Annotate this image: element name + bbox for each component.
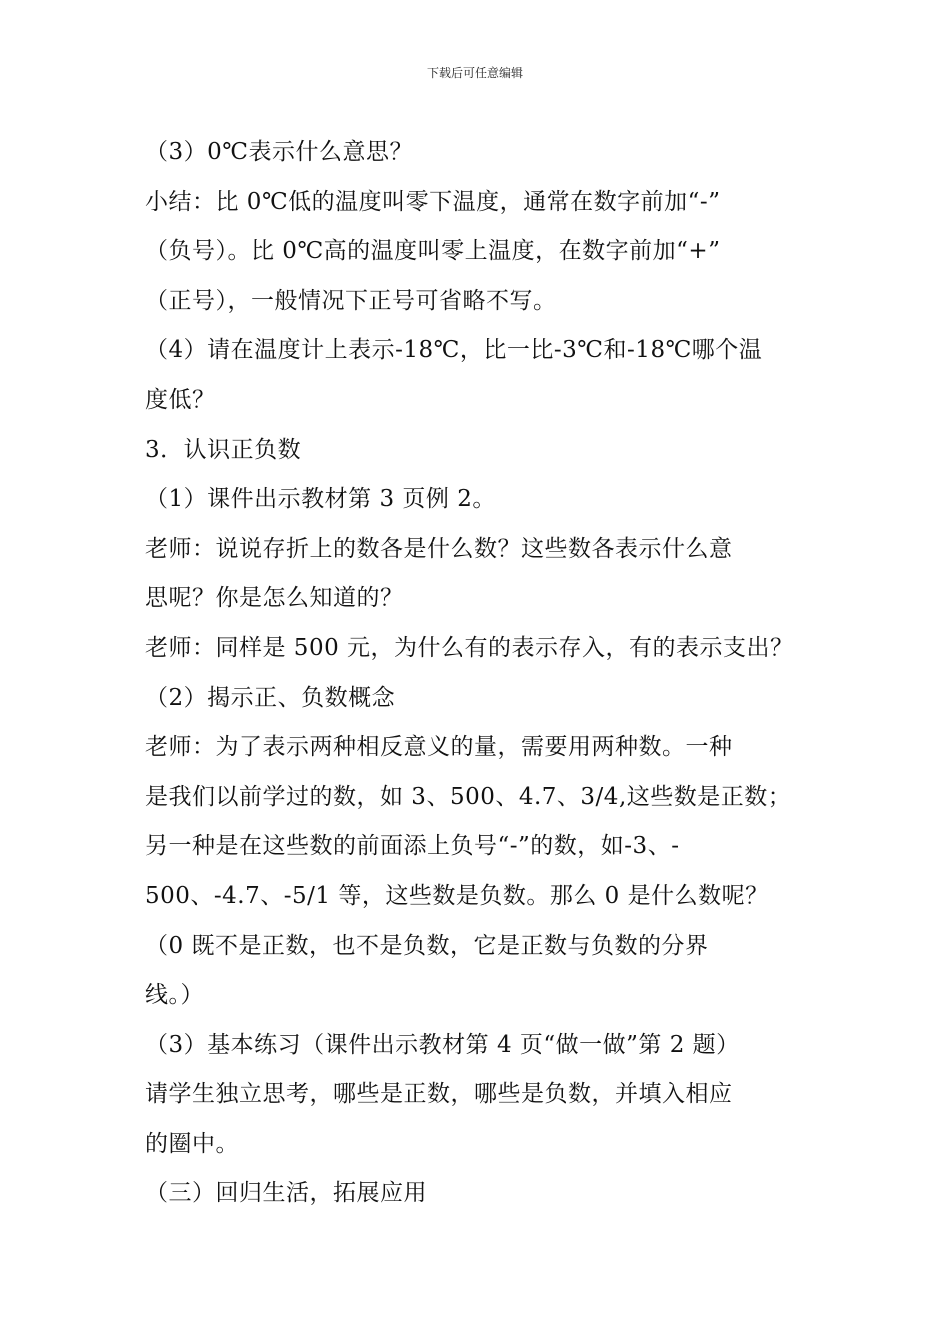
paragraph-line: （正号），一般情况下正号可省略不写。 [145,287,557,314]
paragraph-line: 500、-4.7、-5/1 等，这些数是负数。那么 0 是什么数呢？ [145,882,769,909]
paragraph-line: （0 既不是正数，也不是负数，它是正数与负数的分界 [145,932,709,959]
page-header: 下载后可任意编辑 [426,66,523,80]
paragraph-line: 老师：说说存折上的数各是什么数？这些数各表示什么意 [145,535,733,562]
section-heading: （三）回归生活，拓展应用 [145,1180,427,1207]
paragraph-line: 请学生独立思考，哪些是正数，哪些是负数，并填入相应 [145,1081,733,1108]
document-body [145,128,825,1219]
paragraph-line: 小结：比 0℃低的温度叫零下温度，通常在数字前加“-” [145,188,721,215]
paragraph-line: 老师：同样是 500 元，为什么有的表示存入，有的表示支出？ [145,634,794,661]
paragraph-line: 度低？ [145,386,216,413]
paragraph-line: （3）基本练习（课件出示教材第 4 页“做一做”第 2 题） [145,1031,740,1058]
paragraph-line: 的圈中。 [145,1130,239,1157]
paragraph-line: 另一种是在这些数的前面添上负号“-”的数，如-3、- [145,833,680,860]
paragraph-line: 思呢？你是怎么知道的？ [145,585,404,612]
paragraph-line: 线。） [145,982,204,1009]
paragraph-line: 是我们以前学过的数，如 3、500、4.7、3/4,这些数是正数； [145,783,792,810]
section-heading: 3．认识正负数 [145,436,302,463]
paragraph-line: （2）揭示正、负数概念 [145,684,396,711]
paragraph-line: （负号）。比 0℃高的温度叫零上温度，在数字前加“+” [145,238,721,265]
paragraph-line: （4）请在温度计上表示-18℃，比一比-3℃和-18℃哪个温 [145,337,763,364]
paragraph-line: 老师：为了表示两种相反意义的量，需要用两种数。一种 [145,734,733,761]
paragraph-line: （1）课件出示教材第 3 页例 2。 [145,486,496,513]
paragraph-line: （3）0℃表示什么意思？ [145,139,413,165]
